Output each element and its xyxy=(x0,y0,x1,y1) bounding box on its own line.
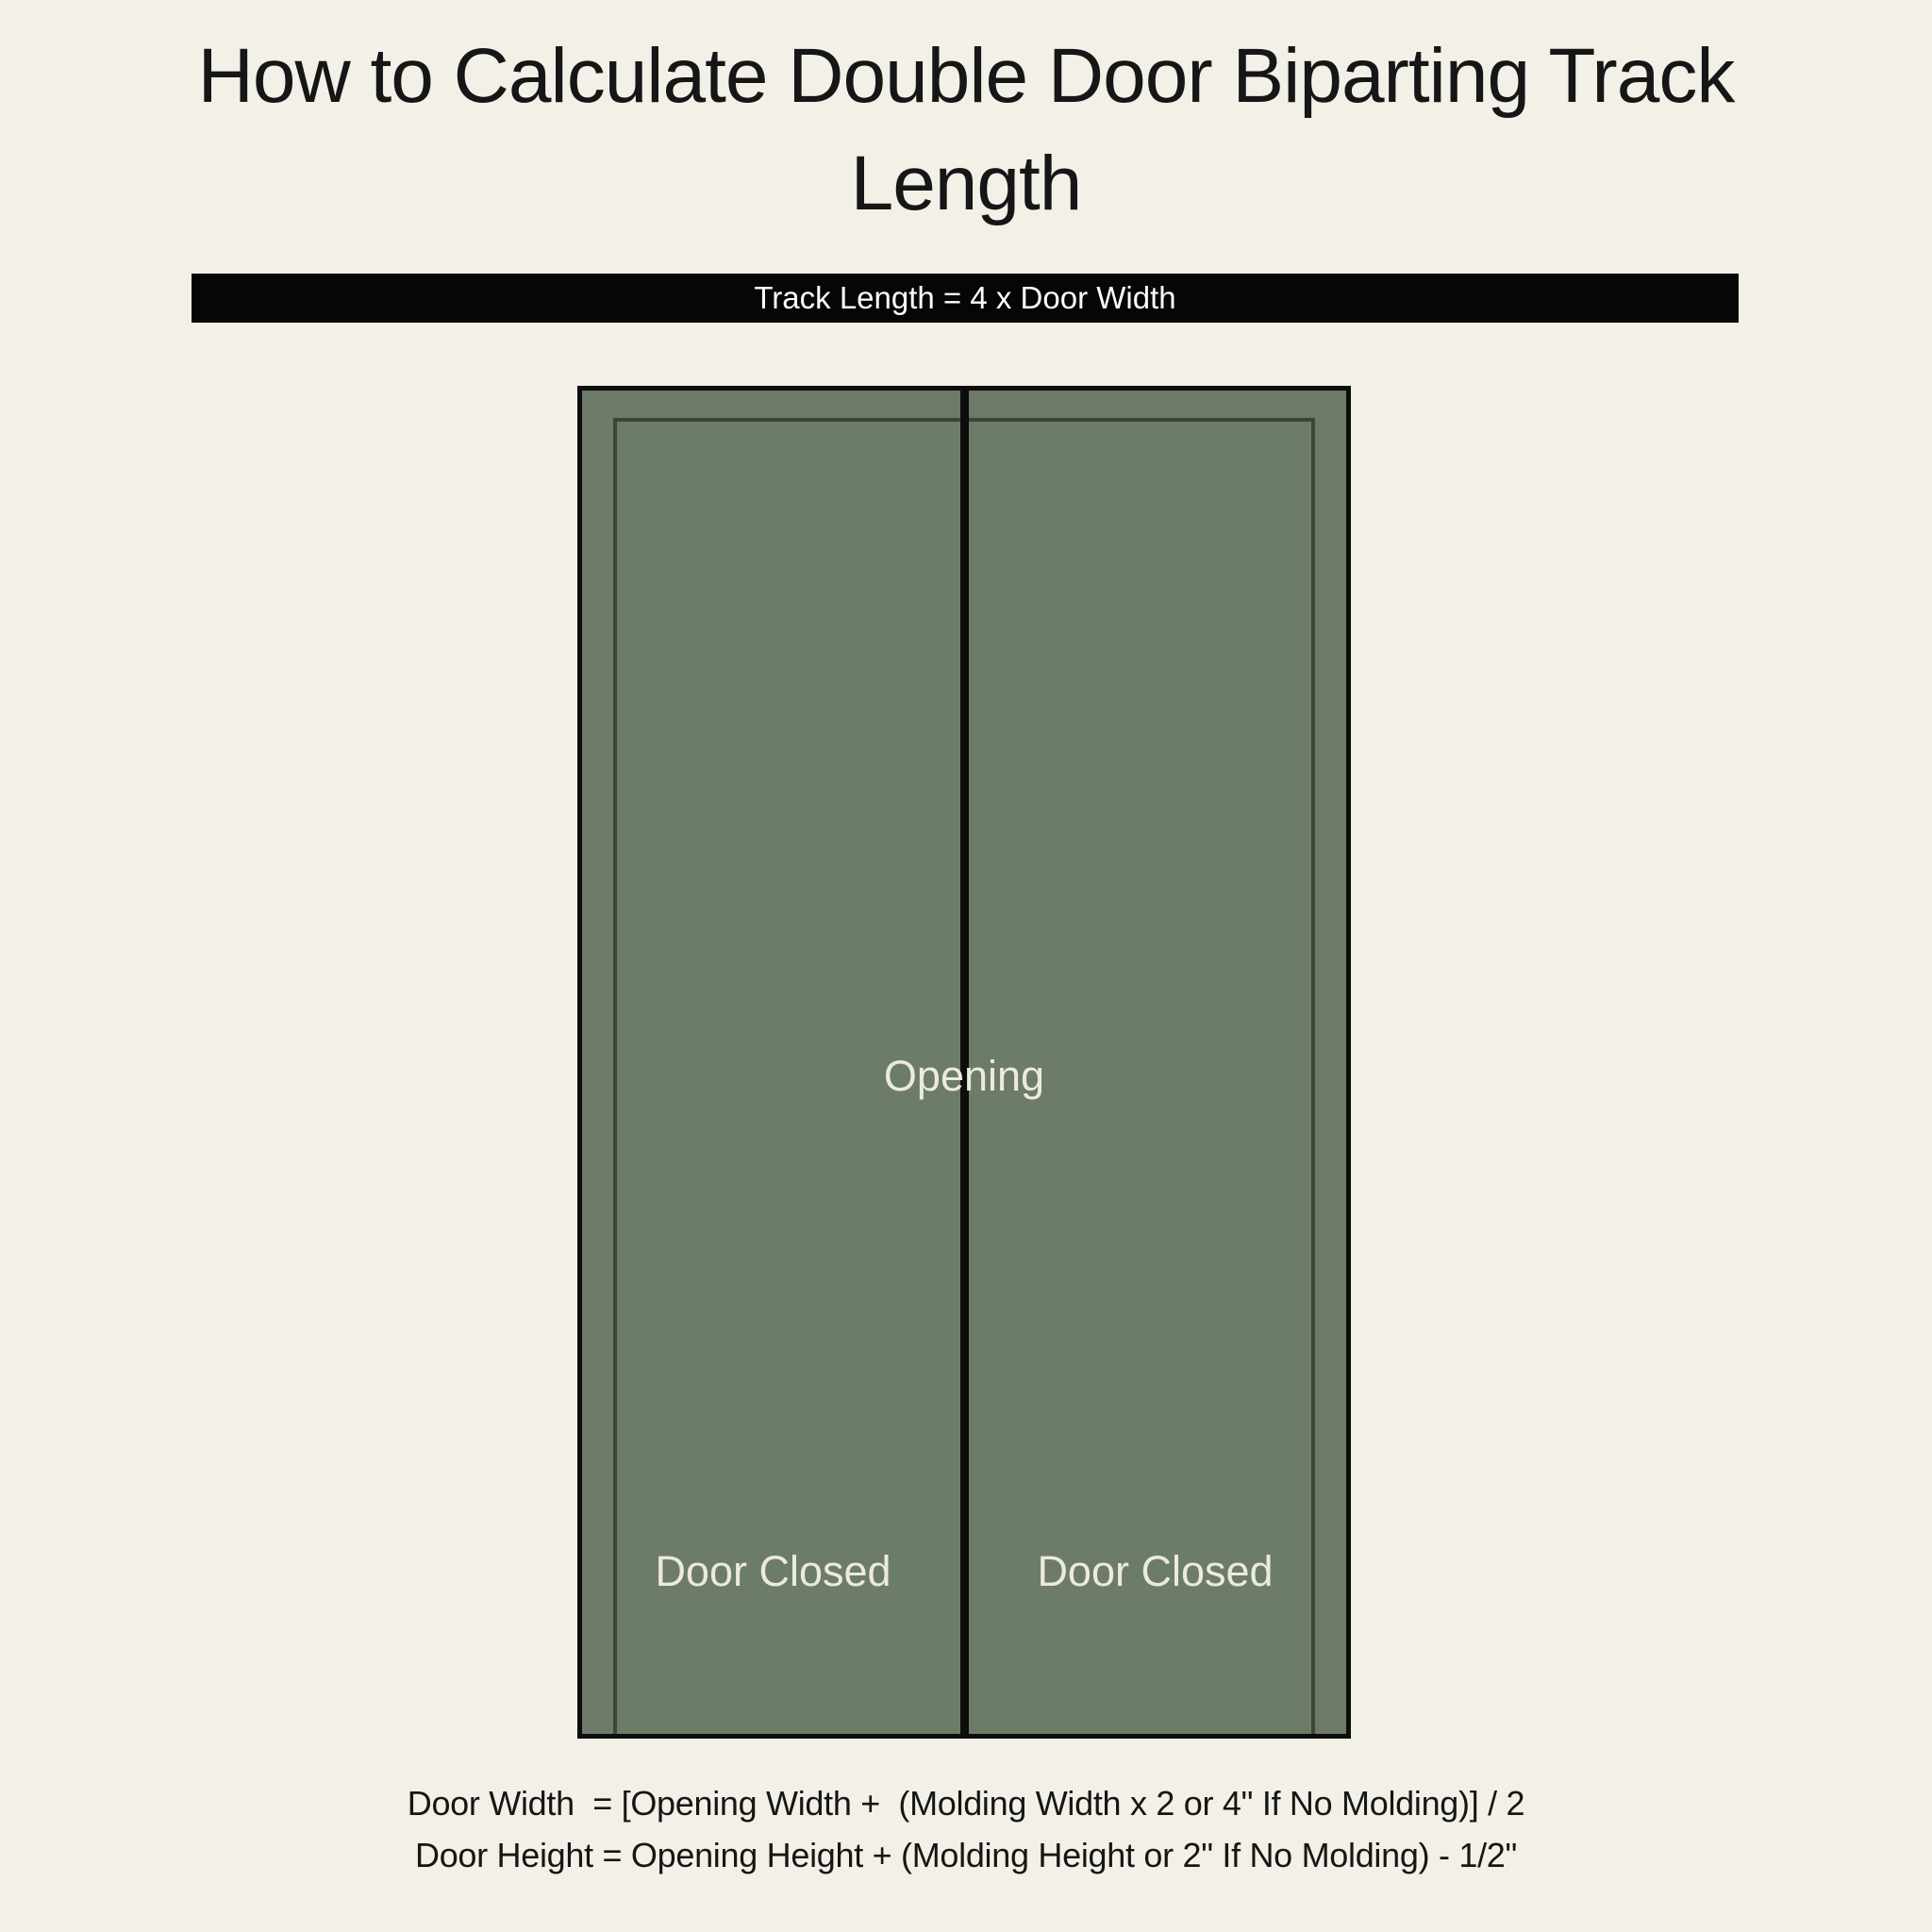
page-title-line-2: Length xyxy=(850,141,1082,226)
right-door-closed-label: Door Closed xyxy=(1037,1547,1274,1595)
door-height-formula: Door Height = Opening Height + (Molding Height or 2" If No Molding) - 1/2" xyxy=(415,1836,1517,1874)
track-length-formula-banner xyxy=(192,274,1739,323)
door-width-formula: Door Width = [Opening Width + (Molding Width x 2 or 4" If No Molding)] / 2 xyxy=(407,1784,1525,1823)
opening-label: Opening xyxy=(883,1052,1045,1100)
double-door-diagram xyxy=(577,386,1351,1739)
left-door-closed-label: Door Closed xyxy=(655,1547,891,1595)
door-size-formulas xyxy=(0,1777,1932,1881)
page-title-line-1: How to Calculate Double Door Biparting Track xyxy=(197,33,1735,119)
page-title xyxy=(0,23,1932,238)
track-length-formula-text: Track Length = 4 x Door Width xyxy=(754,280,1176,315)
